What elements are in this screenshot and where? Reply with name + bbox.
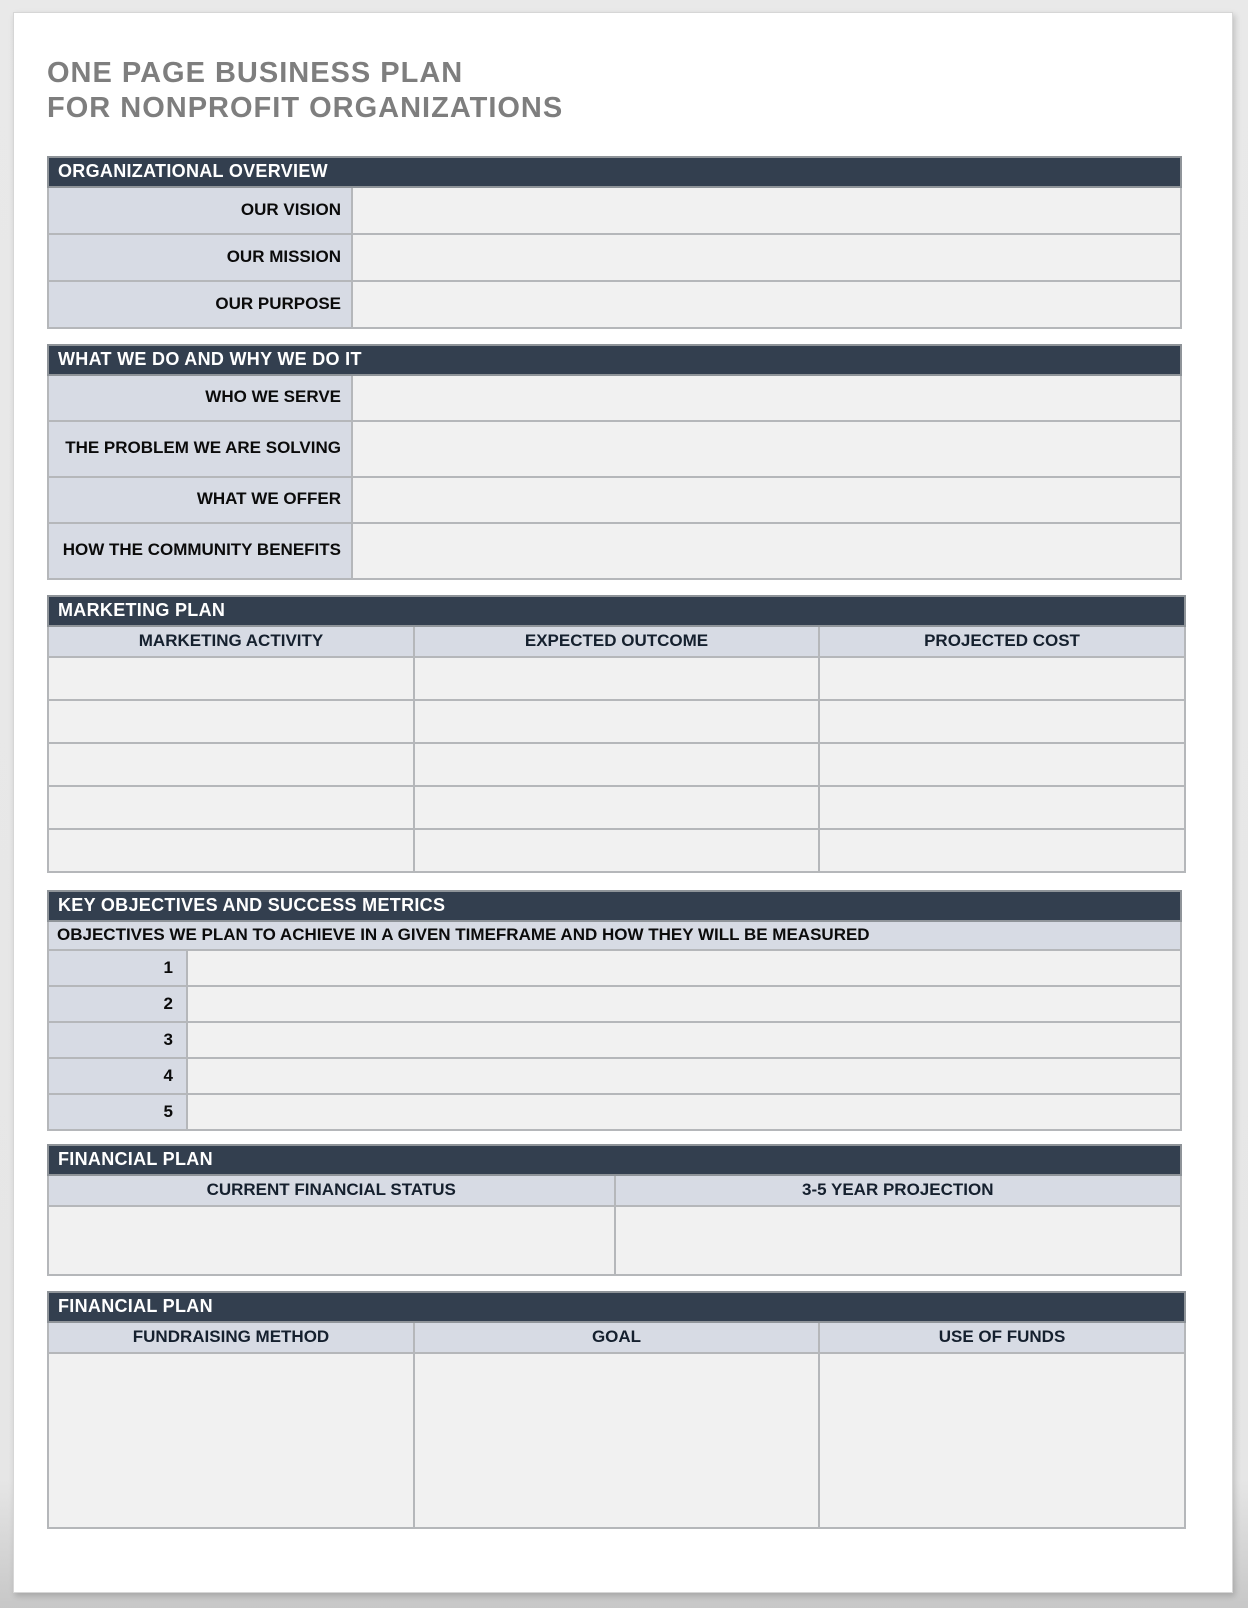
section-financial-plan-fundraising bbox=[47, 1291, 1186, 1529]
marketing-activity-input[interactable] bbox=[48, 786, 414, 829]
table-row bbox=[48, 1094, 1181, 1130]
objective-number: 3 bbox=[48, 1022, 187, 1058]
marketing-activity-input[interactable] bbox=[48, 829, 414, 872]
objective-number: 2 bbox=[48, 986, 187, 1022]
table-row bbox=[48, 700, 1185, 743]
table-row bbox=[48, 375, 1181, 421]
column-header-expected-outcome: EXPECTED OUTCOME bbox=[414, 626, 819, 657]
objective-number: 4 bbox=[48, 1058, 187, 1094]
projected-cost-input[interactable] bbox=[819, 657, 1185, 700]
year-projection-input[interactable] bbox=[615, 1206, 1182, 1275]
table-row bbox=[48, 950, 1181, 986]
table-row bbox=[48, 477, 1181, 523]
column-header-row bbox=[48, 626, 1185, 657]
section-organizational-overview bbox=[47, 156, 1182, 329]
section-header-row bbox=[48, 891, 1181, 921]
section-header-row bbox=[48, 1292, 1185, 1322]
page-title bbox=[47, 56, 1182, 127]
table-row bbox=[48, 829, 1185, 872]
problem-we-are-solving-input[interactable] bbox=[352, 421, 1181, 477]
section-title: ORGANIZATIONAL OVERVIEW bbox=[48, 157, 1181, 187]
section-header-row bbox=[48, 345, 1181, 375]
expected-outcome-input[interactable] bbox=[414, 829, 819, 872]
community-benefits-input[interactable] bbox=[352, 523, 1181, 579]
what-we-offer-input[interactable] bbox=[352, 477, 1181, 523]
table-row bbox=[48, 786, 1185, 829]
page-title-line1: ONE PAGE BUSINESS PLAN bbox=[47, 57, 464, 89]
row-label-our-mission: OUR MISSION bbox=[48, 234, 352, 281]
section-marketing-plan bbox=[47, 595, 1186, 873]
who-we-serve-input[interactable] bbox=[352, 375, 1181, 421]
table-row bbox=[48, 743, 1185, 786]
projected-cost-input[interactable] bbox=[819, 786, 1185, 829]
objective-input[interactable] bbox=[187, 950, 1181, 986]
column-header-projected-cost: PROJECTED COST bbox=[819, 626, 1185, 657]
table-row bbox=[48, 1206, 1181, 1275]
table-row bbox=[48, 421, 1181, 477]
marketing-activity-input[interactable] bbox=[48, 657, 414, 700]
column-header-marketing-activity: MARKETING ACTIVITY bbox=[48, 626, 414, 657]
marketing-activity-input[interactable] bbox=[48, 743, 414, 786]
table-row bbox=[48, 281, 1181, 328]
document-page bbox=[13, 12, 1233, 1593]
column-header-current-financial-status: CURRENT FINANCIAL STATUS bbox=[48, 1175, 615, 1206]
objective-input[interactable] bbox=[187, 986, 1181, 1022]
section-title: FINANCIAL PLAN bbox=[48, 1292, 1185, 1322]
column-header-fundraising-method: FUNDRAISING METHOD bbox=[48, 1322, 414, 1353]
objective-number: 1 bbox=[48, 950, 187, 986]
projected-cost-input[interactable] bbox=[819, 700, 1185, 743]
subheader-row bbox=[48, 921, 1181, 950]
table-row bbox=[48, 986, 1181, 1022]
use-of-funds-input[interactable] bbox=[819, 1353, 1185, 1528]
column-header-3-5-year-projection: 3-5 YEAR PROJECTION bbox=[615, 1175, 1182, 1206]
objective-input[interactable] bbox=[187, 1058, 1181, 1094]
objective-input[interactable] bbox=[187, 1022, 1181, 1058]
table-row bbox=[48, 187, 1181, 234]
fundraising-method-input[interactable] bbox=[48, 1353, 414, 1528]
section-title: KEY OBJECTIVES AND SUCCESS METRICS bbox=[48, 891, 1181, 921]
goal-input[interactable] bbox=[414, 1353, 819, 1528]
expected-outcome-input[interactable] bbox=[414, 743, 819, 786]
table-row bbox=[48, 657, 1185, 700]
expected-outcome-input[interactable] bbox=[414, 700, 819, 743]
expected-outcome-input[interactable] bbox=[414, 786, 819, 829]
row-label-our-vision: OUR VISION bbox=[48, 187, 352, 234]
table-row bbox=[48, 1058, 1181, 1094]
section-what-we-do bbox=[47, 344, 1182, 580]
section-title: MARKETING PLAN bbox=[48, 596, 1185, 626]
section-header-row bbox=[48, 157, 1181, 187]
our-vision-input[interactable] bbox=[352, 187, 1181, 234]
row-label-what-we-offer: WHAT WE OFFER bbox=[48, 477, 352, 523]
our-purpose-input[interactable] bbox=[352, 281, 1181, 328]
column-header-row bbox=[48, 1322, 1185, 1353]
section-title: WHAT WE DO AND WHY WE DO IT bbox=[48, 345, 1181, 375]
projected-cost-input[interactable] bbox=[819, 743, 1185, 786]
column-header-use-of-funds: USE OF FUNDS bbox=[819, 1322, 1185, 1353]
our-mission-input[interactable] bbox=[352, 234, 1181, 281]
row-label-who-we-serve: WHO WE SERVE bbox=[48, 375, 352, 421]
objectives-subtitle: OBJECTIVES WE PLAN TO ACHIEVE IN A GIVEN TIMEFRAME AND HOW THEY WILL BE MEASURED bbox=[48, 921, 1181, 950]
table-row bbox=[48, 1022, 1181, 1058]
row-label-community-benefits: HOW THE COMMUNITY BENEFITS bbox=[48, 523, 352, 579]
column-header-goal: GOAL bbox=[414, 1322, 819, 1353]
projected-cost-input[interactable] bbox=[819, 829, 1185, 872]
section-financial-plan-status bbox=[47, 1144, 1182, 1276]
objective-number: 5 bbox=[48, 1094, 187, 1130]
row-label-our-purpose: OUR PURPOSE bbox=[48, 281, 352, 328]
section-header-row bbox=[48, 1145, 1181, 1175]
objective-input[interactable] bbox=[187, 1094, 1181, 1130]
expected-outcome-input[interactable] bbox=[414, 657, 819, 700]
column-header-row bbox=[48, 1175, 1181, 1206]
section-header-row bbox=[48, 596, 1185, 626]
section-title: FINANCIAL PLAN bbox=[48, 1145, 1181, 1175]
section-key-objectives bbox=[47, 890, 1182, 1131]
table-row bbox=[48, 1353, 1185, 1528]
row-label-problem-we-are-solving: THE PROBLEM WE ARE SOLVING bbox=[48, 421, 352, 477]
table-row bbox=[48, 523, 1181, 579]
marketing-activity-input[interactable] bbox=[48, 700, 414, 743]
page-title-line2: FOR NONPROFIT ORGANIZATIONS bbox=[47, 92, 564, 125]
table-row bbox=[48, 234, 1181, 281]
current-financial-status-input[interactable] bbox=[48, 1206, 615, 1275]
